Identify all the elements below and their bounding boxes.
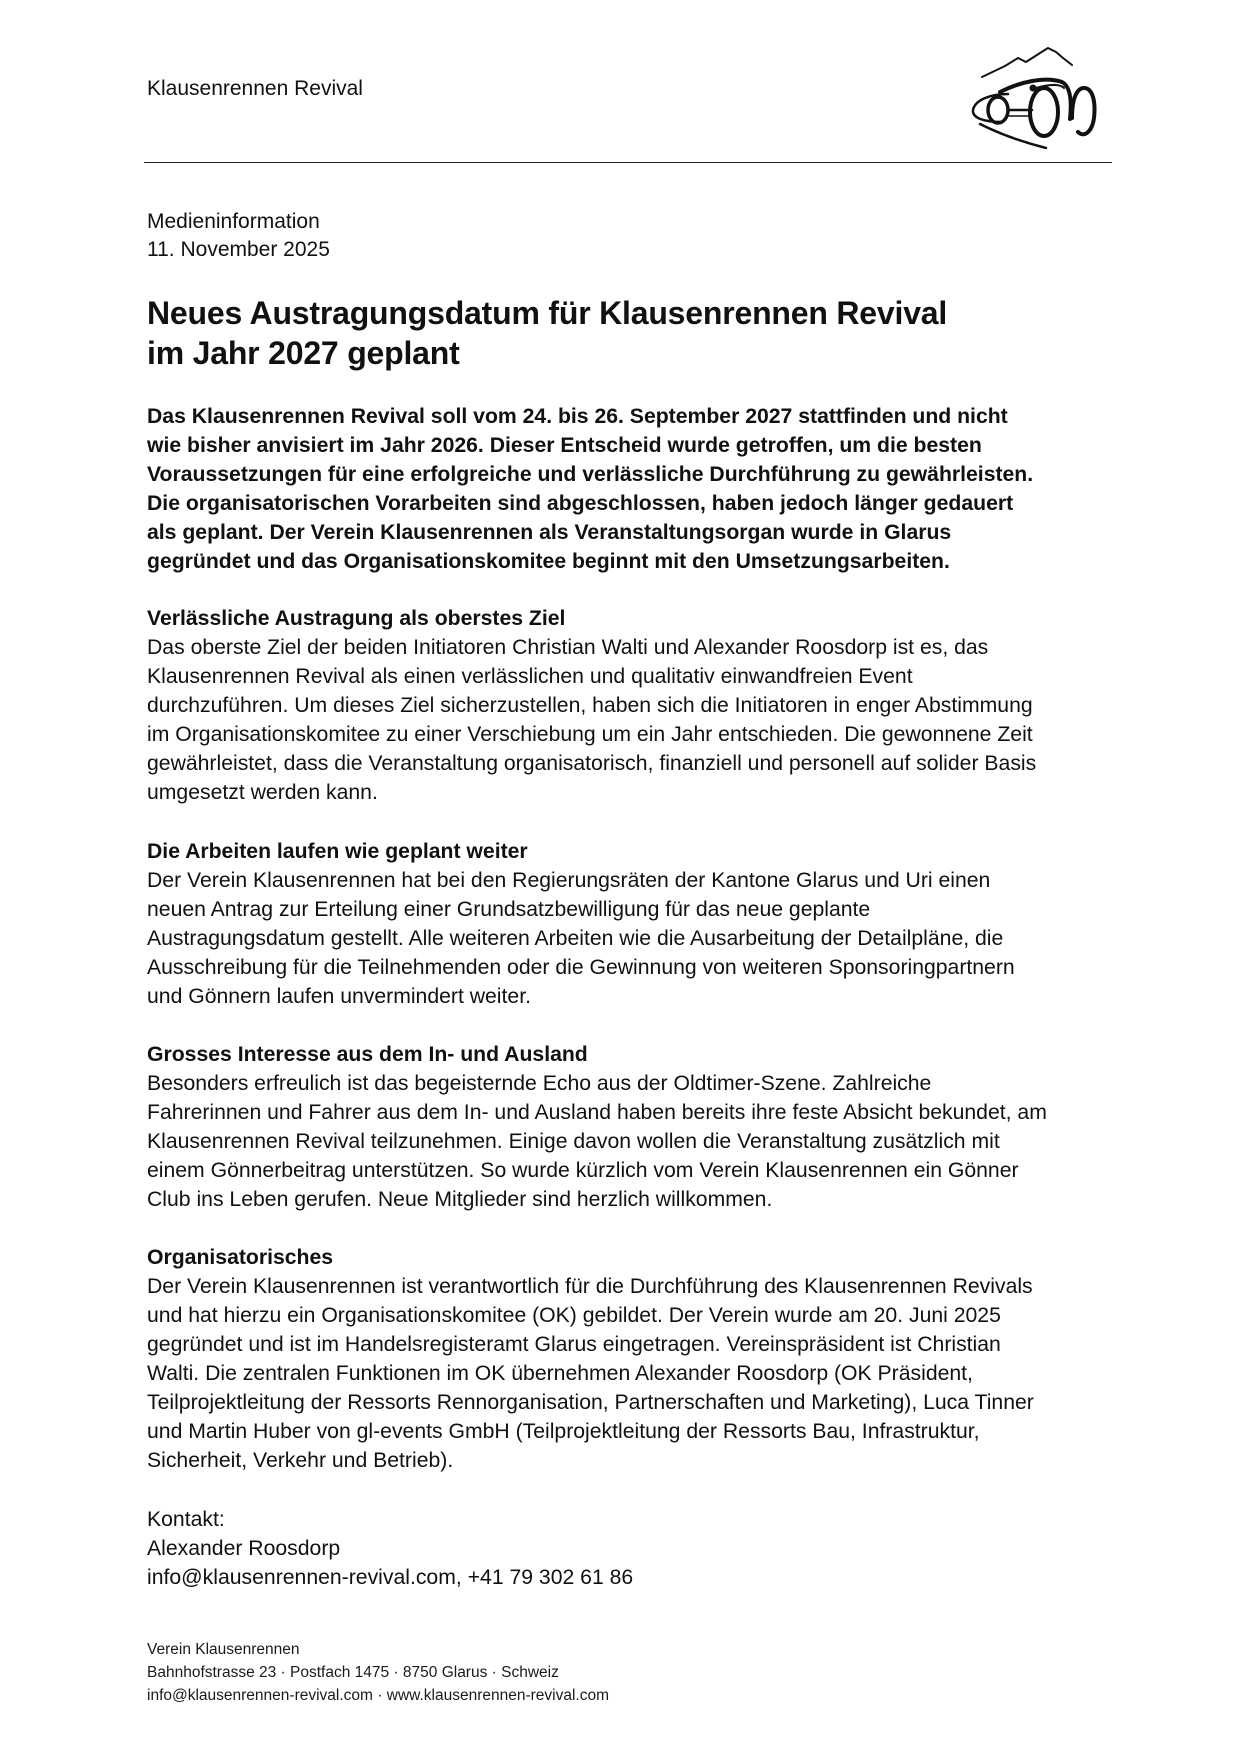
header-title: Klausenrennen Revival [147, 77, 363, 100]
body-line: neuen Antrag zur Erteilung einer Grundsatzbewilligung für das neue geplante [147, 898, 871, 921]
section-body [147, 633, 1127, 807]
lead-line: wie bisher anvisiert im Jahr 2026. Dieser Entscheid wurde getroffen, um die besten [147, 434, 982, 457]
body-line: Fahrerinnen und Fahrer aus dem In- und Ausland haben bereits ihre feste Absicht bekundet, am [147, 1101, 1047, 1124]
body-line: Klausenrennen Revival teilzunehmen. Einige davon wollen die Veranstaltung zusätzlich mit [147, 1130, 1000, 1153]
body-line: Teilprojektleitung der Ressorts Rennorganisation, Partnerschaften und Marketing), Luca Tinner [147, 1391, 1034, 1414]
page-title-line: im Jahr 2027 geplant [147, 335, 460, 371]
body-line: und Martin Huber von gl-events GmbH (Teilprojektleitung der Ressorts Bau, Infrastruktur, [147, 1420, 980, 1443]
footer-links [147, 1684, 609, 1707]
contact-name: Alexander Roosdorp [147, 1537, 341, 1560]
section-body [147, 1272, 1127, 1475]
footer-separator: · [372, 1687, 387, 1704]
contact-label: Kontakt: [147, 1508, 225, 1531]
header-divider [144, 162, 1112, 163]
footer-email-link[interactable]: info@klausenrennen-revival.com [147, 1687, 373, 1704]
body-line: Austragungsdatum gestellt. Alle weiteren Arbeiten wie die Ausarbeitung der Detailpläne, die [147, 927, 1004, 950]
body-line: und hat hierzu ein Organisationskomitee (OK) gebildet. Der Verein wurde am 20. Juni 2025 [147, 1304, 1001, 1327]
lead-line: gegründet und das Organisationskomitee beginnt mit den Umsetzungsarbeiten. [147, 550, 950, 573]
body-line: Club ins Leben gerufen. Neue Mitglieder sind herzlich willkommen. [147, 1188, 773, 1211]
body-line: Klausenrennen Revival als einen verlässlichen und qualitativ einwandfreien Event [147, 665, 913, 688]
body-line: einem Gönnerbeitrag unterstützen. So wurde kürzlich vom Verein Klausenrennen ein Gönner [147, 1159, 1019, 1182]
section-heading: Grosses Interesse aus dem In- und Ausland [147, 1043, 588, 1066]
body-line: Sicherheit, Verkehr und Betrieb). [147, 1449, 454, 1472]
section-body [147, 866, 1127, 1011]
body-line: und Gönnern laufen unvermindert weiter. [147, 985, 531, 1008]
body-line: Walti. Die zentralen Funktionen im OK übernehmen Alexander Roosdorp (OK Präsident, [147, 1362, 973, 1385]
body-line: Der Verein Klausenrennen hat bei den Regierungsräten der Kantone Glarus und Uri einen [147, 869, 991, 892]
body-line: umgesetzt werden kann. [147, 781, 378, 804]
contact-phone[interactable]: +41 79 302 61 86 [467, 1566, 634, 1589]
section-reliable-event [147, 604, 1127, 807]
footer-website-link[interactable]: www.klausenrennen-revival.com [386, 1687, 610, 1704]
document-date: 11. November 2025 [147, 238, 330, 261]
vintage-race-car-logo-icon [960, 44, 1120, 154]
lead-line: als geplant. Der Verein Klausenrennen als Veranstaltungsorgan wurde in Glarus [147, 521, 952, 544]
section-organisation [147, 1243, 1127, 1475]
lead-paragraph [147, 402, 1122, 576]
body-line: Ausschreibung für die Teilnehmenden oder die Gewinnung von weiteren Sponsoringpartnern [147, 956, 1015, 979]
body-line: im Organisationskomitee zu einer Verschiebung um ein Jahr entschieden. Die gewonnene Zeit [147, 723, 1033, 746]
body-line: Das oberste Ziel der beiden Initiatoren Christian Walti und Alexander Roosdorp ist es, das [147, 636, 989, 659]
body-line: durchzuführen. Um dieses Ziel sicherzustellen, haben sich die Initiatoren in enger Abstimmung [147, 694, 1033, 717]
document-meta [147, 208, 330, 264]
contact-block [147, 1505, 633, 1592]
lead-line: Die organisatorischen Vorarbeiten sind abgeschlossen, haben jedoch länger gedauert [147, 492, 1014, 515]
document-type: Medieninformation [147, 210, 320, 233]
page-title [147, 293, 1107, 373]
contact-details [147, 1563, 633, 1592]
page-title-line: Neues Austragungsdatum für Klausenrennen Revival [147, 295, 948, 331]
footer-org: Verein Klausenrennen [147, 1641, 300, 1658]
footer [147, 1638, 609, 1707]
section-heading: Die Arbeiten laufen wie geplant weiter [147, 840, 528, 863]
body-line: gegründet und ist im Handelsregisteramt Glarus eingetragen. Vereinspräsident ist Christian [147, 1333, 1001, 1356]
contact-separator: , [455, 1566, 468, 1589]
section-heading: Organisatorisches [147, 1246, 334, 1269]
contact-email-link[interactable]: info@klausenrennen-revival.com [147, 1566, 456, 1589]
body-line: gewährleistet, dass die Veranstaltung organisatorisch, finanziell und personell auf solider Basis [147, 752, 1037, 775]
section-body [147, 1069, 1127, 1214]
lead-line: Voraussetzungen für eine erfolgreiche und verlässliche Durchführung zu gewährleisten. [147, 463, 1034, 486]
body-line: Der Verein Klausenrennen ist verantwortlich für die Durchführung des Klausenrennen Revivals [147, 1275, 1033, 1298]
section-work-continues [147, 837, 1127, 1011]
lead-line: Das Klausenrennen Revival soll vom 24. bis 26. September 2027 stattfinden und nicht [147, 405, 1008, 428]
body-line: Besonders erfreulich ist das begeisternde Echo aus der Oldtimer-Szene. Zahlreiche [147, 1072, 932, 1095]
section-international-interest [147, 1040, 1127, 1214]
footer-address: Bahnhofstrasse 23 · Postfach 1475 · 8750 Glarus · Schweiz [147, 1664, 559, 1681]
section-heading: Verlässliche Austragung als oberstes Ziel [147, 607, 566, 630]
